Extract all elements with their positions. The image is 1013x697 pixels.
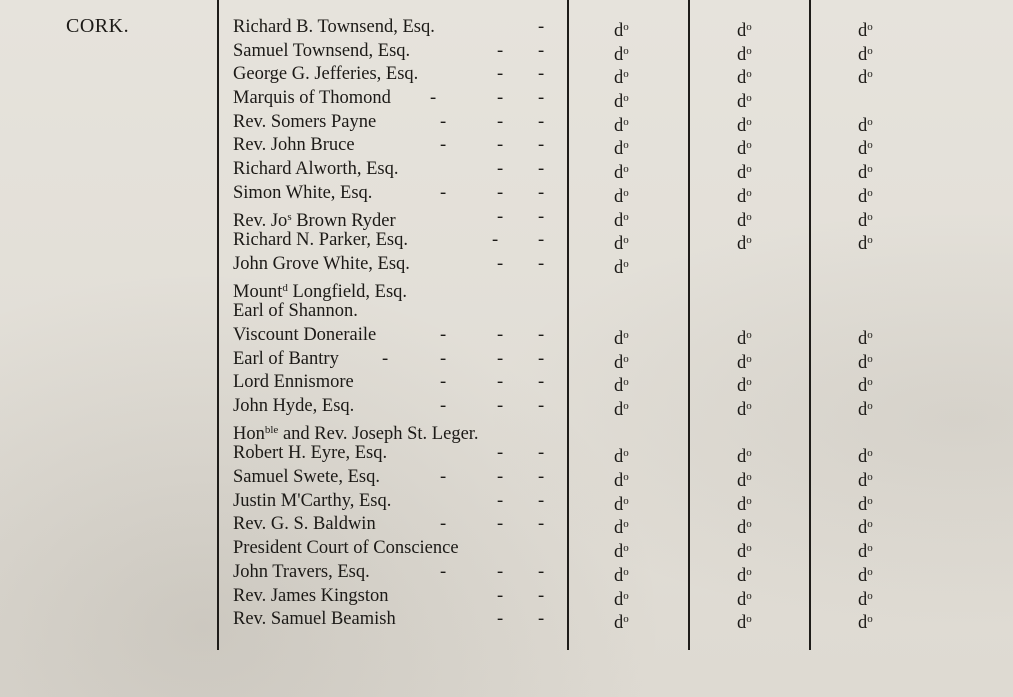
leader-dash: -	[440, 182, 447, 203]
table-row	[0, 40, 1013, 64]
ditto-mark-c2: $d^o$	[737, 139, 752, 160]
leader-dash: -	[497, 88, 504, 109]
leader-dash: -	[497, 348, 504, 369]
leader-dash: -	[538, 585, 545, 606]
subscriber-name: Earl of Bantry	[233, 348, 339, 369]
ditto-mark-c3: $d^o$	[858, 139, 873, 160]
leader-dash: -	[430, 88, 437, 109]
ditto-mark-c3: $d^o$	[858, 234, 873, 255]
table-row	[0, 277, 1013, 301]
ditto-mark-c1: $d^o$	[614, 139, 629, 160]
ditto-mark-c2: $d^o$	[737, 68, 752, 89]
ditto-mark-c1: $d^o$	[614, 328, 629, 349]
leader-dash: -	[538, 253, 545, 274]
leader-dash: -	[440, 561, 447, 582]
ditto-mark-c3: $d^o$	[858, 210, 873, 231]
subscriber-name: John Travers, Esq.	[233, 561, 370, 582]
ditto-mark-c3: $d^o$	[858, 589, 873, 610]
ditto-mark-c2: $d^o$	[737, 115, 752, 136]
leader-dash: -	[497, 372, 504, 393]
subscriber-name: Richard N. Parker, Esq.	[233, 230, 408, 251]
ditto-mark-c1: $d^o$	[614, 542, 629, 563]
ditto-mark-c3: $d^o$	[858, 471, 873, 492]
subscriber-name: George G. Jefferies, Esq.	[233, 64, 419, 85]
subscriber-name: Richard Alworth, Esq.	[233, 159, 399, 180]
leader-dash: -	[538, 561, 545, 582]
ditto-mark-c1: $d^o$	[614, 447, 629, 468]
ditto-mark-c1: $d^o$	[614, 210, 629, 231]
table-row	[0, 608, 1013, 632]
subscriber-name: Marquis of Thomond	[233, 88, 391, 109]
leader-dash: -	[440, 111, 447, 132]
subscriber-name: Samuel Townsend, Esq.	[233, 40, 411, 61]
ditto-mark-c2: $d^o$	[737, 234, 752, 255]
table-row	[0, 324, 1013, 348]
table-row	[0, 229, 1013, 253]
ditto-mark-c1: $d^o$	[614, 44, 629, 65]
table-row	[0, 134, 1013, 158]
leader-dash: -	[440, 467, 447, 488]
ditto-mark-c2: $d^o$	[737, 400, 752, 420]
subscriber-name: Mount$^d$ Longfield, Esq.	[233, 281, 408, 302]
leader-dash: -	[497, 609, 504, 630]
ditto-mark-c2: $d^o$	[737, 447, 752, 468]
table-row	[0, 300, 1013, 324]
ditto-mark-c1: $d^o$	[614, 21, 629, 41]
table-row	[0, 585, 1013, 609]
ditto-mark-c1: $d^o$	[614, 400, 629, 420]
leader-dash: -	[497, 514, 504, 535]
ditto-mark-c1: $d^o$	[614, 471, 629, 492]
leader-dash: -	[497, 135, 504, 156]
subscriber-name: Earl of Shannon.	[233, 301, 358, 322]
subscriber-name: Richard B. Townsend, Esq.	[233, 17, 435, 37]
subscriber-name: Simon White, Esq.	[233, 182, 373, 203]
subscriber-name: Samuel Swete, Esq.	[233, 467, 380, 488]
leader-dash: -	[497, 585, 504, 606]
subscriber-name: Viscount Doneraile	[233, 324, 377, 345]
leader-dash: -	[497, 324, 504, 345]
ditto-mark-c3: $d^o$	[858, 447, 873, 468]
ditto-mark-c2: $d^o$	[737, 494, 752, 515]
table-row	[0, 348, 1013, 372]
table-row	[0, 206, 1013, 230]
subscriber-name: Rev. Somers Payne	[233, 111, 377, 132]
table-row	[0, 63, 1013, 87]
table-row	[0, 561, 1013, 585]
ditto-mark-c1: $d^o$	[614, 257, 629, 278]
ditto-mark-c3: $d^o$	[858, 542, 873, 563]
leader-dash: -	[497, 40, 504, 61]
ditto-mark-c3: $d^o$	[858, 518, 873, 539]
ditto-mark-c3: $d^o$	[858, 376, 873, 397]
leader-dash: -	[538, 396, 545, 416]
leader-dash: -	[497, 206, 504, 227]
ditto-mark-c1: $d^o$	[614, 68, 629, 89]
county-heading: CORK.	[66, 15, 130, 37]
leader-dash: -	[538, 230, 545, 251]
leader-dash: -	[440, 324, 447, 345]
leader-dash: -	[538, 467, 545, 488]
ditto-mark-c2: $d^o$	[737, 186, 752, 207]
table-row	[0, 253, 1013, 277]
ditto-mark-c3: $d^o$	[858, 21, 873, 41]
table-row	[0, 371, 1013, 395]
leader-dash: -	[538, 609, 545, 630]
ditto-mark-c3: $d^o$	[858, 115, 873, 136]
leader-dash: -	[440, 135, 447, 156]
ditto-mark-c2: $d^o$	[737, 44, 752, 65]
leader-dash: -	[440, 396, 447, 416]
ditto-mark-c2: $d^o$	[737, 352, 752, 373]
table-row	[0, 16, 1013, 40]
ditto-mark-c2: $d^o$	[737, 328, 752, 349]
leader-dash: -	[497, 111, 504, 132]
ditto-mark-c2: $d^o$	[737, 518, 752, 539]
ditto-mark-c3: $d^o$	[858, 44, 873, 65]
table-row	[0, 442, 1013, 466]
ditto-mark-c1: $d^o$	[614, 518, 629, 539]
leader-dash: -	[440, 348, 447, 369]
leader-dash: -	[538, 443, 545, 464]
ditto-mark-c1: $d^o$	[614, 565, 629, 586]
leader-dash: -	[497, 396, 504, 416]
leader-dash: -	[538, 135, 545, 156]
leader-dash: -	[492, 230, 499, 251]
subscriber-name: John Hyde, Esq.	[233, 396, 355, 416]
ditto-mark-c2: $d^o$	[737, 163, 752, 184]
table-row	[0, 537, 1013, 561]
subscriber-name: Rev. James Kingston	[233, 585, 389, 606]
subscriber-name: Rev. Samuel Beamish	[233, 609, 396, 630]
leader-dash: -	[538, 111, 545, 132]
ditto-mark-c1: $d^o$	[614, 115, 629, 136]
leader-dash: -	[538, 40, 545, 61]
ditto-mark-c1: $d^o$	[614, 234, 629, 255]
table-row	[0, 490, 1013, 514]
ditto-mark-c3: $d^o$	[858, 494, 873, 515]
ditto-mark-c3: $d^o$	[858, 186, 873, 207]
leader-dash: -	[440, 514, 447, 535]
table-row	[0, 182, 1013, 206]
table-row	[0, 87, 1013, 111]
ditto-mark-c1: $d^o$	[614, 613, 629, 634]
subscriber-name: Rev. John Bruce	[233, 135, 355, 156]
leader-dash: -	[497, 159, 504, 180]
leader-dash: -	[497, 561, 504, 582]
leader-dash: -	[538, 182, 545, 203]
ditto-mark-c2: $d^o$	[737, 471, 752, 492]
leader-dash: -	[538, 159, 545, 180]
subscriber-name: Justin M'Carthy, Esq.	[233, 490, 392, 511]
leader-dash: -	[538, 514, 545, 535]
table-row	[0, 419, 1013, 443]
subscriber-table	[0, 16, 1013, 632]
subscriber-name: Hon$^{ble}$ and Rev. Joseph St. Leger.	[233, 423, 479, 444]
ditto-mark-c3: $d^o$	[858, 328, 873, 349]
table-row	[0, 466, 1013, 490]
leader-dash: -	[538, 324, 545, 345]
ditto-mark-c1: $d^o$	[614, 163, 629, 184]
leader-dash: -	[497, 182, 504, 203]
subscriber-name: John Grove White, Esq.	[233, 253, 410, 274]
table-row	[0, 158, 1013, 182]
ditto-mark-c1: $d^o$	[614, 186, 629, 207]
leader-dash: -	[440, 372, 447, 393]
ditto-mark-c1: $d^o$	[614, 352, 629, 373]
ditto-mark-c2: $d^o$	[737, 565, 752, 586]
subscriber-name: Robert H. Eyre, Esq.	[233, 443, 388, 464]
leader-dash: -	[538, 490, 545, 511]
table-row	[0, 513, 1013, 537]
ditto-mark-c1: $d^o$	[614, 92, 629, 113]
ditto-mark-c2: $d^o$	[737, 210, 752, 231]
ditto-mark-c2: $d^o$	[737, 589, 752, 610]
ditto-mark-c1: $d^o$	[614, 376, 629, 397]
ditto-mark-c3: $d^o$	[858, 565, 873, 586]
ditto-mark-c3: $d^o$	[858, 68, 873, 89]
leader-dash: -	[382, 348, 389, 369]
leader-dash: -	[538, 372, 545, 393]
ditto-mark-c3: $d^o$	[858, 400, 873, 420]
subscriber-name: Lord Ennismore	[233, 372, 354, 393]
ditto-mark-c2: $d^o$	[737, 542, 752, 563]
leader-dash: -	[497, 467, 504, 488]
ditto-mark-c2: $d^o$	[737, 376, 752, 397]
leader-dash: -	[497, 490, 504, 511]
ditto-mark-c3: $d^o$	[858, 163, 873, 184]
ditto-mark-c2: $d^o$	[737, 613, 752, 634]
ditto-mark-c3: $d^o$	[858, 613, 873, 634]
leader-dash: -	[497, 443, 504, 464]
subscriber-name: Rev. Jo$^s$ Brown Ryder	[233, 210, 396, 231]
ditto-mark-c2: $d^o$	[737, 21, 752, 41]
ditto-mark-c1: $d^o$	[614, 589, 629, 610]
leader-dash: -	[538, 17, 545, 37]
table-row	[0, 111, 1013, 135]
leader-dash: -	[538, 206, 545, 227]
subscriber-name: Rev. G. S. Baldwin	[233, 514, 376, 535]
leader-dash: -	[538, 348, 545, 369]
ditto-mark-c1: $d^o$	[614, 494, 629, 515]
leader-dash: -	[497, 64, 504, 85]
leader-dash: -	[497, 253, 504, 274]
subscriber-name: President Court of Conscience	[233, 538, 459, 559]
leader-dash: -	[538, 64, 545, 85]
ditto-mark-c2: $d^o$	[737, 92, 752, 113]
table-row	[0, 395, 1013, 419]
ditto-mark-c3: $d^o$	[858, 352, 873, 373]
leader-dash: -	[538, 88, 545, 109]
